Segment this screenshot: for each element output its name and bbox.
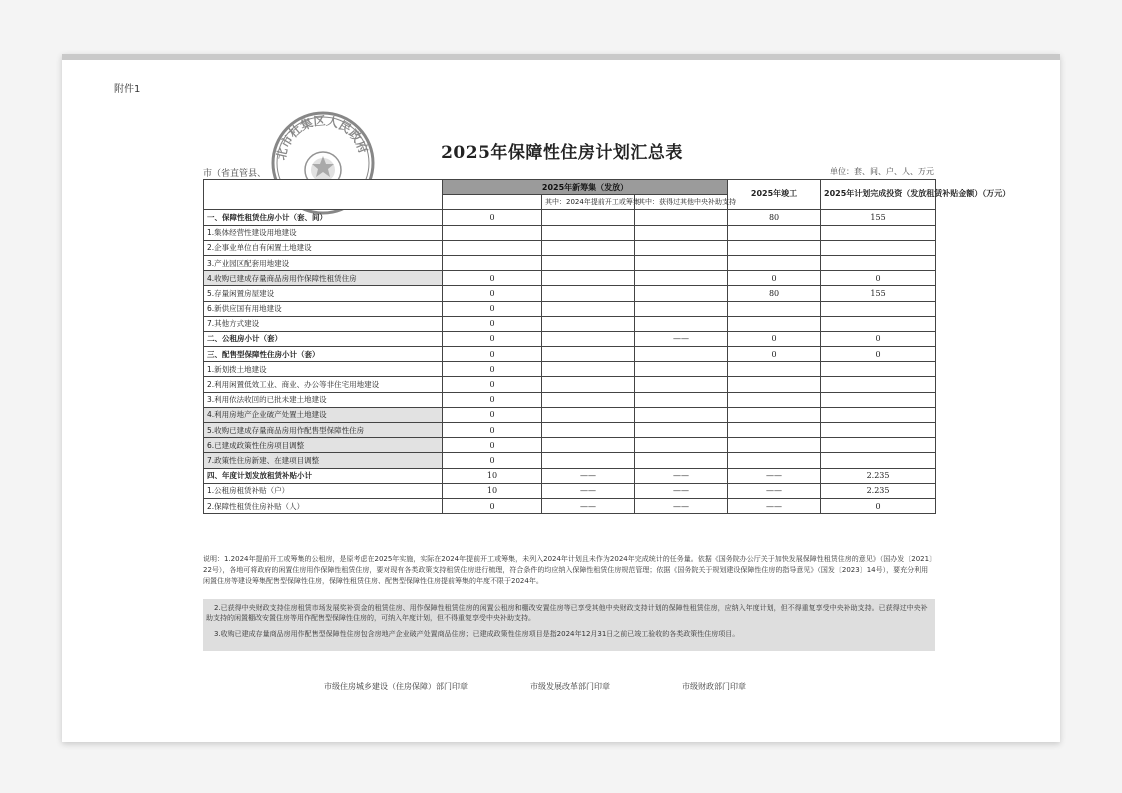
cell-early	[542, 286, 635, 301]
header-blank	[204, 180, 443, 210]
table-row	[204, 392, 936, 407]
header-completed: 2025年竣工	[728, 180, 821, 210]
cell-other: ——	[635, 331, 728, 346]
table-row	[204, 225, 936, 240]
note-1: 说明：1.2024年提前开工或筹集的公租房，是原考虑在2025年实施，实际在2024年提前开工或筹集，未列入2024年计划且未作为2024年完成统计的任务量。依据《国务院办公厅关于加快发展保障性租赁住房的意见》（国办发〔2021〕22号），各地可将政府的闲置住房用作保障性租赁住房，要对现有各类政策支持租赁住房进行梳理，符合条件的均应纳入保障性租赁住房规范管理；依据《国务院关于规划建设保障性住房的指导意见》（国发〔2023〕14号），要充分利用闲置住房等建设筹集配售型保障性住房，保障性租赁住房、配售型保障性住房提前筹集的年度不限于2024年。	[203, 555, 933, 585]
table-row	[204, 362, 936, 377]
cell-other	[635, 301, 728, 316]
cell-early	[542, 331, 635, 346]
cell-done: 80	[728, 210, 821, 225]
cell-invest: 2.235	[821, 483, 936, 498]
cell-early	[542, 392, 635, 407]
table-row	[204, 331, 936, 346]
cell-other	[635, 286, 728, 301]
cell-other	[635, 225, 728, 240]
cell-invest: 155	[821, 210, 936, 225]
page-title: 2025年保障性住房计划汇总表	[441, 143, 683, 163]
cell-invest	[821, 438, 936, 453]
table-row	[204, 498, 936, 513]
row-label: 2.保障性租赁住房补贴（人）	[204, 498, 443, 513]
cell-invest: 0	[821, 347, 936, 362]
cell-early	[542, 347, 635, 362]
cell-new	[443, 240, 542, 255]
cell-invest	[821, 453, 936, 468]
row-label: 3.产业园区配套用地建设	[204, 255, 443, 270]
cell-new: 0	[443, 316, 542, 331]
cell-invest: 2.235	[821, 468, 936, 483]
cell-invest: 0	[821, 271, 936, 286]
cell-other	[635, 392, 728, 407]
seal-text: 北市杜集区人民政府	[273, 113, 371, 162]
cell-early	[542, 240, 635, 255]
table-row	[204, 271, 936, 286]
region-header: 市（省直管县、	[203, 169, 267, 179]
cell-early	[542, 210, 635, 225]
cell-other: ——	[635, 468, 728, 483]
cell-early: ——	[542, 483, 635, 498]
row-label: 6.新供应国有用地建设	[204, 301, 443, 316]
cell-done: 0	[728, 271, 821, 286]
cell-early	[542, 362, 635, 377]
cell-done	[728, 316, 821, 331]
cell-early: ——	[542, 498, 635, 513]
cell-other: ——	[635, 498, 728, 513]
table-row	[204, 468, 936, 483]
cell-new: 0	[443, 453, 542, 468]
cell-early	[542, 255, 635, 270]
cell-done	[728, 225, 821, 240]
cell-early: ——	[542, 468, 635, 483]
cell-done: 80	[728, 286, 821, 301]
cell-new: 0	[443, 347, 542, 362]
cell-invest	[821, 225, 936, 240]
table-row	[204, 210, 936, 225]
row-label: 4.利用房地产企业破产处置土地建设	[204, 407, 443, 422]
cell-new: 0	[443, 423, 542, 438]
svg-text:北市杜集区人民政府	[274, 113, 372, 162]
cell-done: 0	[728, 347, 821, 362]
table-row	[204, 407, 936, 422]
cell-invest	[821, 407, 936, 422]
cell-invest	[821, 301, 936, 316]
cell-new: 0	[443, 286, 542, 301]
row-label: 7.其他方式建设	[204, 316, 443, 331]
cell-other	[635, 271, 728, 286]
row-label: 7.政策性住房新建、在建项目调整	[204, 453, 443, 468]
cell-early	[542, 301, 635, 316]
cell-invest	[821, 316, 936, 331]
cell-other: ——	[635, 483, 728, 498]
header-other-subsidy: 其中：获得过其他中央补助支持	[635, 195, 728, 210]
cell-done	[728, 453, 821, 468]
table-row	[204, 301, 936, 316]
row-label: 1.新划拨土地建设	[204, 362, 443, 377]
cell-new: 0	[443, 210, 542, 225]
unit-label: 单位：套、间、户、人、万元	[830, 167, 934, 176]
row-label: 1.集体经营性建设用地建设	[204, 225, 443, 240]
cell-done	[728, 255, 821, 270]
row-label: 一、保障性租赁住房小计（套、间）	[204, 210, 443, 225]
row-label: 6.已建成政策性住房项目调整	[204, 438, 443, 453]
cell-done	[728, 377, 821, 392]
cell-other	[635, 423, 728, 438]
notes-section	[203, 554, 935, 651]
cell-done	[728, 301, 821, 316]
cell-invest: 0	[821, 331, 936, 346]
cell-invest	[821, 240, 936, 255]
cell-invest	[821, 255, 936, 270]
document-page	[62, 54, 1060, 742]
cell-early	[542, 271, 635, 286]
cell-new: 0	[443, 407, 542, 422]
cell-new: 10	[443, 468, 542, 483]
header-new-supply: 2025年新筹集（发放）	[443, 180, 728, 195]
row-label: 5.存量闲置房屋建设	[204, 286, 443, 301]
cell-other	[635, 255, 728, 270]
cell-other	[635, 316, 728, 331]
cell-new	[443, 255, 542, 270]
table-row	[204, 377, 936, 392]
cell-other	[635, 362, 728, 377]
cell-invest: 155	[821, 286, 936, 301]
cell-done: ——	[728, 468, 821, 483]
note-3: 3.收购已建成存量商品房用作配售型保障性住房包含房地产企业破产处置商品住房；已建成政策性住房项目是指2024年12月31日之前已竣工验收的各类政策性住房项目。	[214, 630, 740, 639]
cell-invest	[821, 392, 936, 407]
row-label: 3.利用依法收回的已批未建土地建设	[204, 392, 443, 407]
row-label: 四、年度计划发放租赁补贴小计	[204, 468, 443, 483]
cell-other	[635, 240, 728, 255]
cell-other	[635, 377, 728, 392]
cell-new: 0	[443, 301, 542, 316]
table-row	[204, 347, 936, 362]
finance-dept-seal-label: 市级财政部门印章	[682, 682, 746, 691]
cell-early	[542, 377, 635, 392]
cell-done	[728, 407, 821, 422]
cell-invest: 0	[821, 498, 936, 513]
table-row	[204, 316, 936, 331]
cell-early	[542, 316, 635, 331]
row-label: 5.收购已建成存量商品房用作配售型保障性住房	[204, 423, 443, 438]
cell-done: ——	[728, 483, 821, 498]
row-label: 1.公租房租赁补贴（户）	[204, 483, 443, 498]
table-row	[204, 255, 936, 270]
header-investment: 2025年计划完成投资（发放租赁补贴金额）（万元）	[821, 180, 936, 210]
header-new-total	[443, 195, 542, 210]
note-2: 2.已获得中央财政支持住房租赁市场发展奖补资金的租赁住房、用作保障性租赁住房的闲置公租房和棚改安置住房等已享受其他中央财政支持计划的保障性租赁住房，应纳入年度计划，但不得重复享受中央补助支持。已获得过中央补助支持的闲置棚改安置住房等用作配售型保障性住房的，可纳入年度计划，但不得重复享受中央补助支持。	[206, 603, 928, 623]
housing-dept-seal-label: 市级住房城乡建设（住房保障）部门印章	[324, 682, 468, 691]
cell-early	[542, 225, 635, 240]
cell-invest	[821, 423, 936, 438]
cell-invest	[821, 377, 936, 392]
cell-early	[542, 438, 635, 453]
cell-new: 0	[443, 362, 542, 377]
cell-early	[542, 407, 635, 422]
cell-done	[728, 240, 821, 255]
row-label: 二、公租房小计（套）	[204, 331, 443, 346]
cell-new: 0	[443, 438, 542, 453]
cell-new	[443, 225, 542, 240]
cell-done	[728, 392, 821, 407]
cell-new: 10	[443, 483, 542, 498]
cell-new: 0	[443, 331, 542, 346]
cell-other	[635, 453, 728, 468]
cell-new: 0	[443, 271, 542, 286]
cell-new: 0	[443, 377, 542, 392]
cell-new: 0	[443, 392, 542, 407]
cell-early	[542, 423, 635, 438]
cell-other	[635, 407, 728, 422]
cell-done	[728, 423, 821, 438]
cell-done	[728, 362, 821, 377]
cell-other	[635, 438, 728, 453]
table-row	[204, 286, 936, 301]
plan-summary-table	[203, 179, 1011, 514]
reform-dept-seal-label: 市级发展改革部门印章	[530, 682, 610, 691]
cell-invest	[821, 362, 936, 377]
table-row	[204, 423, 936, 438]
attachment-label: 附件1	[114, 84, 141, 95]
cell-other	[635, 347, 728, 362]
notes-shaded-block	[203, 599, 935, 652]
cell-done: ——	[728, 498, 821, 513]
row-label: 三、配售型保障性住房小计（套）	[204, 347, 443, 362]
cell-new: 0	[443, 498, 542, 513]
row-label: 4.收购已建成存量商品房用作保障性租赁住房	[204, 271, 443, 286]
table-row	[204, 438, 936, 453]
cell-other	[635, 210, 728, 225]
row-label: 2.利用闲置低效工业、商业、办公等非住宅用地建设	[204, 377, 443, 392]
table-row	[204, 240, 936, 255]
cell-done	[728, 438, 821, 453]
cell-early	[542, 453, 635, 468]
table-row	[204, 453, 936, 468]
table-row	[204, 483, 936, 498]
cell-done: 0	[728, 331, 821, 346]
row-label: 2.企事业单位自有闲置土地建设	[204, 240, 443, 255]
header-early-start: 其中：2024年提前开工或筹集	[542, 195, 635, 210]
